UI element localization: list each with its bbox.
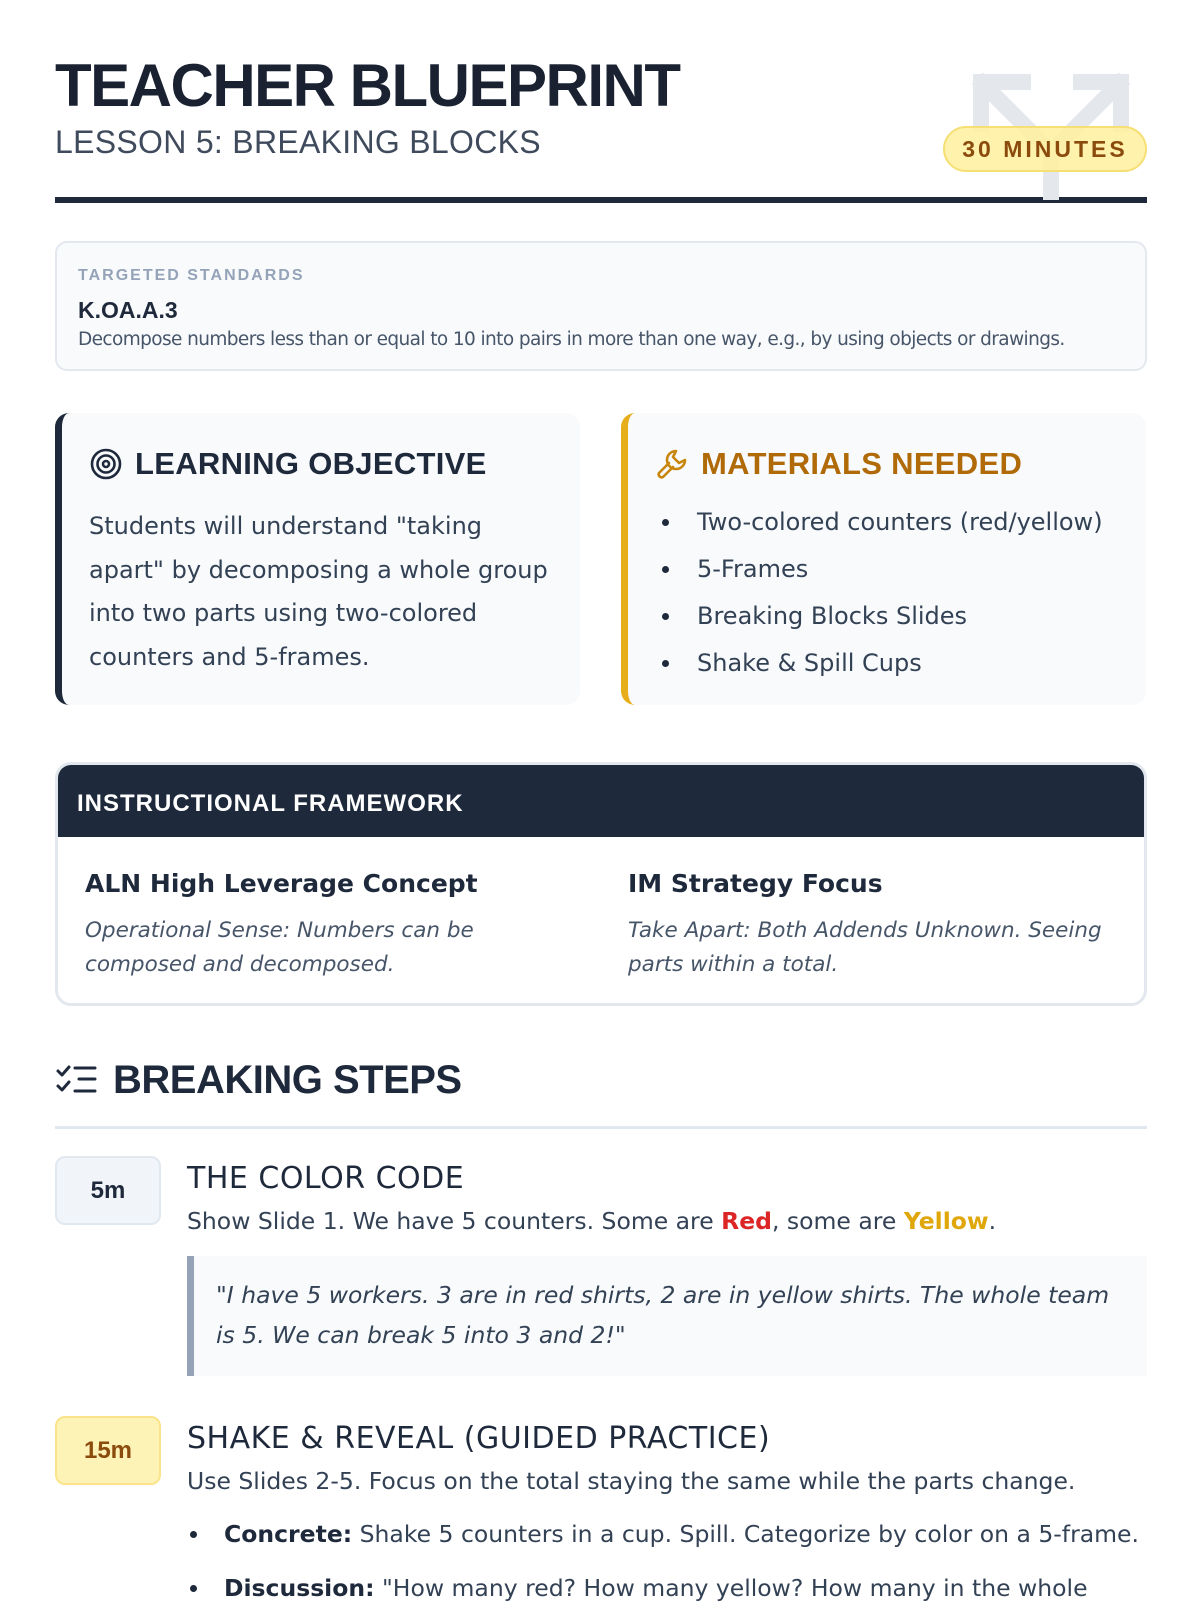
checklist-icon [55, 1062, 97, 1098]
step-description: Use Slides 2-5. Focus on the total staying the same while the parts change. [187, 1467, 1076, 1495]
standard-description: Decompose numbers less than or equal to 10 into pairs in more than one way, e.g., by using objects or drawings. [78, 329, 1065, 350]
step-title: SHAKE & REVEAL (GUIDED PRACTICE) [187, 1421, 771, 1456]
step-bullet [187, 1570, 1147, 1624]
materials-card [621, 413, 1146, 705]
step-description [187, 1207, 997, 1235]
page-header [55, 0, 1147, 203]
step-description-text: . [988, 1207, 997, 1235]
framework-title: INSTRUCTIONAL FRAMEWORK [77, 790, 464, 817]
objective-text: Students will understand "taking apart" by decomposing a whole group into two parts using two-colored counters and 5-frames. [89, 512, 548, 671]
instructional-framework-panel [55, 762, 1147, 1006]
lesson-page [55, 0, 1147, 1602]
framework-header-bar [58, 765, 1144, 837]
materials-item: Breaking Blocks Slides [657, 596, 1103, 643]
materials-list [657, 502, 1103, 690]
page-title: TEACHER BLUEPRINT [55, 52, 680, 119]
teacher-script-quote: "I have 5 workers. 3 are in red shirts, 2 are in yellow shirts. The whole team is 5. We can break 5 into 3 and 2!" [187, 1256, 1147, 1376]
bullet-text: "How many red? How many yellow? How many in the whole [374, 1574, 1088, 1602]
materials-item: Shake & Spill Cups [657, 643, 1103, 690]
duration-badge: 30 MINUTES [943, 126, 1147, 172]
steps-heading [55, 1060, 462, 1100]
step-title: THE COLOR CODE [187, 1161, 465, 1196]
framework-column-title: IM Strategy Focus [628, 869, 883, 898]
yellow-highlight: Yellow [903, 1207, 989, 1235]
steps-title: BREAKING STEPS [113, 1058, 462, 1102]
step-bullet [187, 1516, 1147, 1570]
framework-column-im [628, 871, 1128, 982]
standards-box [55, 241, 1147, 371]
bullet-label: Discussion: [224, 1574, 375, 1602]
target-icon [89, 447, 123, 481]
step-time-badge: 5m [55, 1156, 161, 1225]
framework-column-title: ALN High Leverage Concept [85, 869, 478, 898]
framework-column-aln [85, 871, 585, 982]
bullet-text: Shake 5 counters in a cup. Spill. Categorize by color on a 5-frame. [352, 1520, 1139, 1548]
materials-item: Two-colored counters (red/yellow) [657, 502, 1103, 549]
standard-code: K.OA.A.3 [78, 297, 178, 323]
learning-objective-card [55, 413, 580, 705]
bullet-label: Concrete: [224, 1520, 353, 1548]
standards-label: TARGETED STANDARDS [78, 267, 305, 284]
step-bullet-list [187, 1516, 1147, 1624]
step-time-badge: 15m [55, 1416, 161, 1485]
objective-heading [89, 446, 487, 482]
materials-title: MATERIALS NEEDED [701, 446, 1023, 481]
objective-title: LEARNING OBJECTIVE [135, 446, 487, 481]
framework-column-text: Take Apart: Both Addends Unknown. Seeing parts within a total. [628, 918, 1102, 977]
materials-item: 5-Frames [657, 549, 1103, 596]
framework-column-text: Operational Sense: Numbers can be composed and decomposed. [85, 918, 474, 977]
step-description-text: , some are [771, 1207, 904, 1235]
steps-divider [55, 1126, 1147, 1129]
step-description-text: Show Slide 1. We have 5 counters. Some are [187, 1207, 722, 1235]
red-highlight: Red [721, 1207, 772, 1235]
lesson-subtitle: LESSON 5: BREAKING BLOCKS [55, 124, 541, 160]
wrench-icon [655, 447, 689, 481]
materials-heading [655, 446, 1022, 482]
